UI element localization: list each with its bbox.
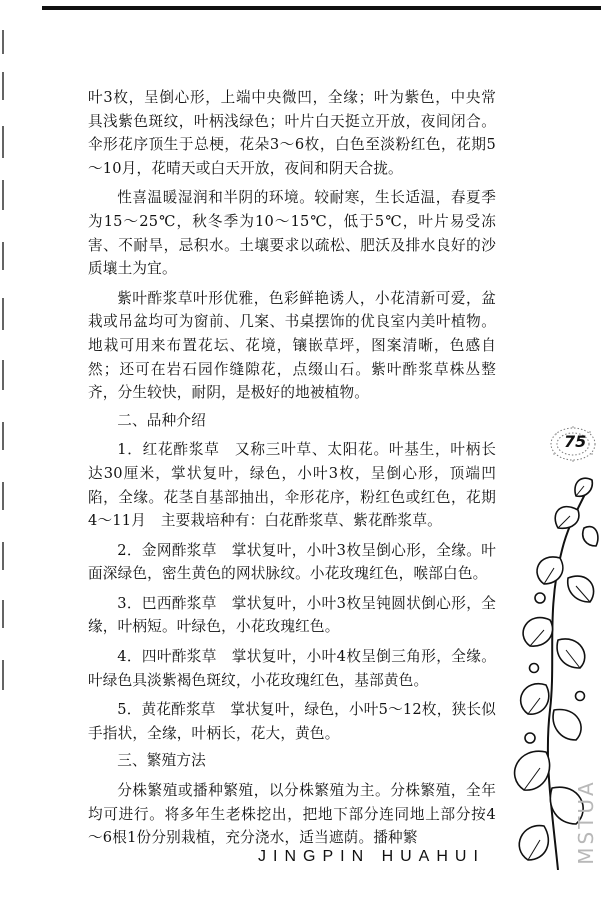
watermark-text: MSTUA xyxy=(574,779,598,865)
running-footer: JINGPIN HUAHUI xyxy=(258,848,485,865)
paragraph-propagation: 分株繁殖或播种繁殖，以分株繁殖为主。分株繁殖，全年均可进行。将多年生老株挖出，把地下部分连同地上部分按4～6根1份分别栽植，充分浇水，适当遮荫。播种繁 xyxy=(88,782,496,847)
paragraph-habit: 性喜温暖湿润和半阴的环境。较耐寒，生长适温，春夏季为15～25℃，秋冬季为10～15℃，低于5℃，叶片易受冻害、不耐旱，忌积水。土壤要求以疏松、肥沃及排水良好的沙质壤土为宜。 xyxy=(88,189,496,278)
body-text xyxy=(88,86,496,850)
paragraph-variety-4: 4．四叶酢浆草 掌状复叶，小叶4枚呈倒三角形，全缘。叶绿色具淡紫褐色斑纹，小花玫瑰红色，基部黄色。 xyxy=(88,648,496,689)
paragraph-use: 紫叶酢浆草叶形优雅，色彩鲜艳诱人，小花清新可爱，盆栽或吊盆均可为窗前、几案、书桌摆饰的优良室内美叶植物。地栽可用来布置花坛、花境，镶嵌草坪，图案清晰，色感自然；还可在岩石园作缝隙花，点缀山石。紫叶酢浆草株丛整齐，分生较快，耐阴，是极好的地被植物。 xyxy=(88,289,496,402)
paragraph-description: 叶3枚，呈倒心形，上端中央微凹，全缘；叶为紫色，中央常具浅紫色斑纹，叶柄浅绿色；叶片白天挺立开放，夜间闭合。伞形花序顶生于总梗，花朵3～6枚，白色至淡粉红色，花期5～10月，花晴天或白天开放，夜间和阴天合拢。 xyxy=(88,89,496,177)
page-number-badge xyxy=(548,424,598,464)
paragraph-variety-3: 3．巴西酢浆草 掌状复叶，小叶3枚呈钝圆状倒心形，全缘，叶柄短。叶绿色，小花玫瑰红色。 xyxy=(88,594,496,636)
watermark xyxy=(563,762,601,892)
top-rule xyxy=(42,6,601,10)
section-heading-propagation: 三、繁殖方法 xyxy=(117,752,206,770)
paragraph-variety-1: 1．红花酢浆草 又称三叶草、太阳花。叶基生，叶柄长达30厘米，掌状复叶，绿色，小叶3枚，呈倒心形，顶端凹陷，全缘。花茎自基部抽出，伞形花序，粉红色或红色，花期4～11月 主要栽培种有：白花酢浆草、紫花酢浆草。 xyxy=(88,441,496,530)
section-heading-varieties: 二、品种介绍 xyxy=(117,411,206,429)
page-number: 75 xyxy=(564,432,587,451)
paragraph-variety-5: 5．黄花酢浆草 掌状复叶，绿色，小叶5～12枚，狭长似手指状，全缘，叶柄长，花大，黄色。 xyxy=(88,701,496,742)
paragraph-variety-2: 2．金网酢浆草 掌状复叶，小叶3枚呈倒心形，全缘。叶面深绿色，密生黄色的网状脉纹。小花玫瑰红色，喉部白色。 xyxy=(88,541,496,583)
binding-edge-marks xyxy=(0,30,10,730)
